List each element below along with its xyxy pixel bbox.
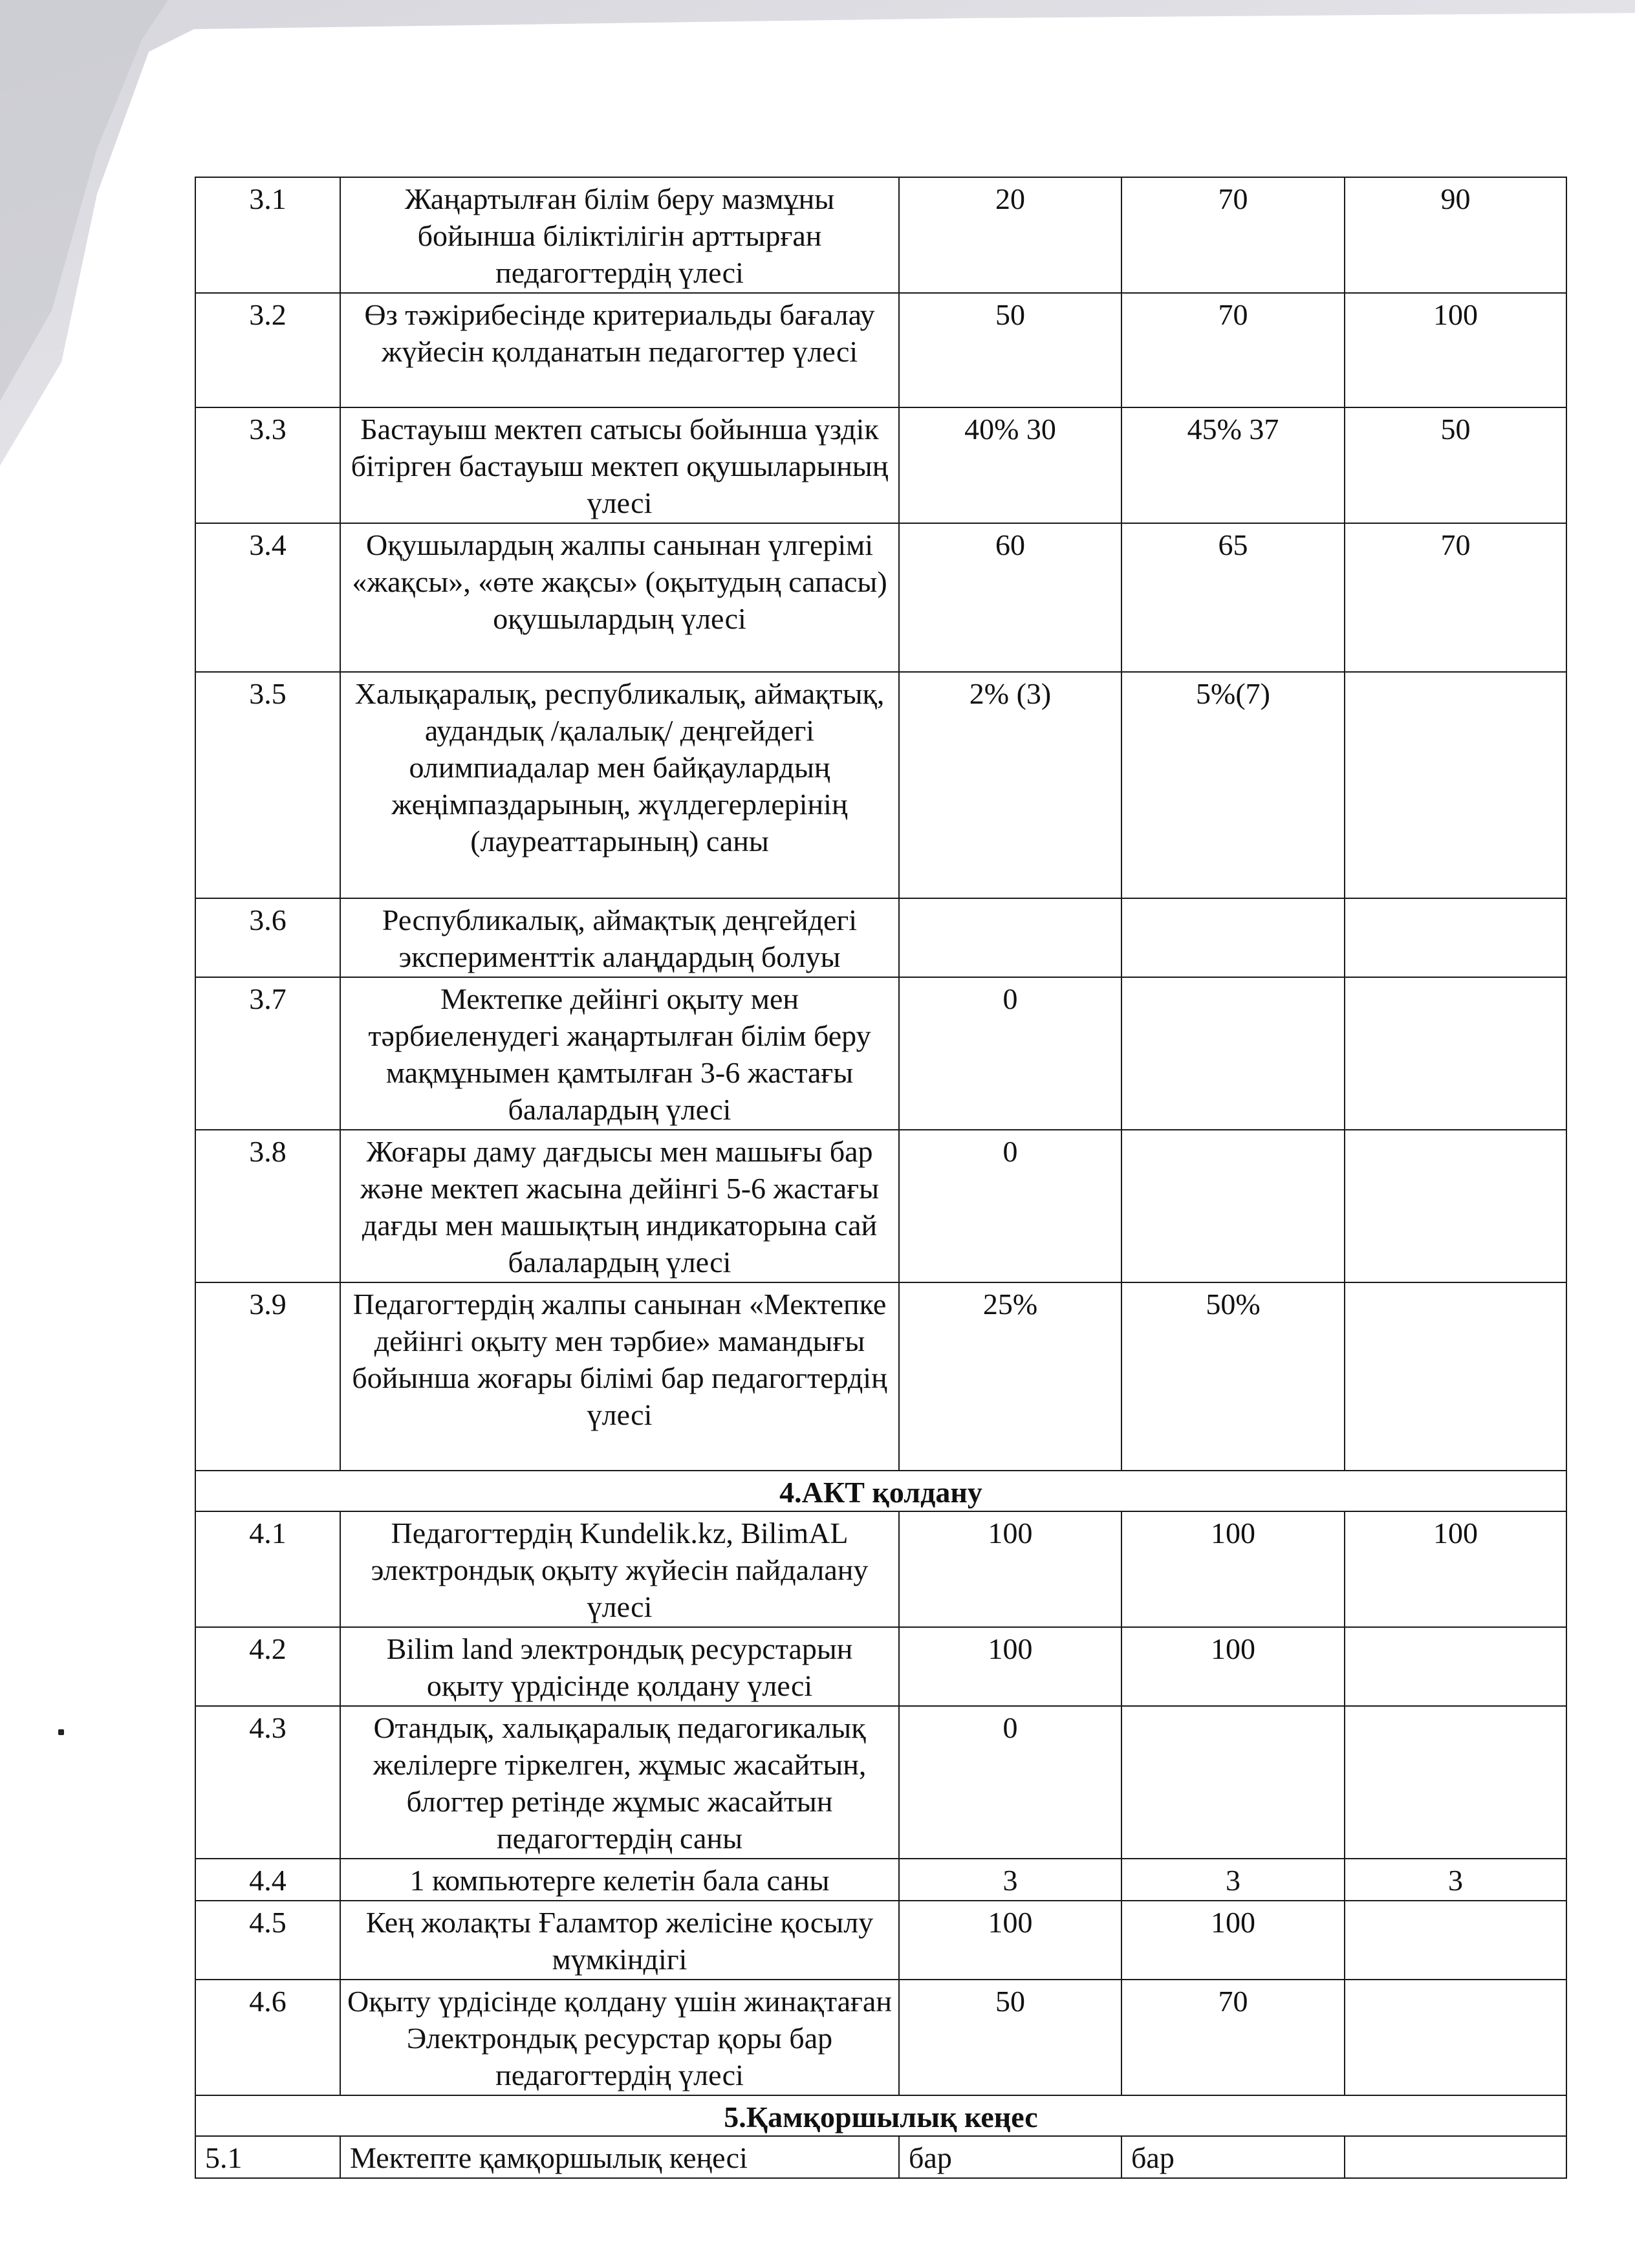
indicator-cell: Кең жолақты Ғаламтор желісіне қосылу мүмкіндігі <box>340 1901 899 1980</box>
indicator-cell: Жаңартылған білім беру мазмұны бойынша біліктілігін арттырған педагогтердің үлесі <box>340 177 899 293</box>
indicator-cell: Отандық, халықаралық педагогикалық желілерге тіркелген, жұмыс жасайтын, блогтер ретінде жұмыс жасайтын педагогтердің саны <box>340 1706 899 1859</box>
value-cell-3: 100 <box>1345 1511 1566 1627</box>
indicator-cell: Оқыту үрдісінде қолдану үшін жинақтаған Электрондық ресурстар қоры бар педагогтердің үлесі <box>340 1980 899 2095</box>
indicator-cell: Бастауыш мектеп сатысы бойынша үздік бітірген бастауыш мектеп оқушыларының үлесі <box>340 407 899 523</box>
value-cell-3: 70 <box>1345 523 1566 672</box>
value-cell-3 <box>1345 1980 1566 2095</box>
indicator-cell: Халықаралық, республикалық, аймақтық, аудандық /қалалық/ деңгейдегі олимпиадалар мен байқаулардың жеңімпаздарының, жүлдегерлерінің (лауреаттарының) саны <box>340 672 899 898</box>
value-cell-1: 0 <box>899 1130 1121 1282</box>
value-cell-1: 3 <box>899 1859 1121 1901</box>
value-cell-3 <box>1345 672 1566 898</box>
value-cell-3 <box>1345 977 1566 1130</box>
value-cell-2: 65 <box>1121 523 1345 672</box>
value-cell-1: 100 <box>899 1511 1121 1627</box>
indicator-cell: Педагогтердің Kundelik.kz, BilimAL электрондық оқыту жүйесін пайдалану үлесі <box>340 1511 899 1627</box>
value-cell-1: 2% (3) <box>899 672 1121 898</box>
value-cell-2: 70 <box>1121 293 1345 407</box>
row-number-cell: 3.5 <box>195 672 340 898</box>
value-cell-2: 100 <box>1121 1627 1345 1706</box>
row-number-cell: 3.2 <box>195 293 340 407</box>
row-number-cell: 3.7 <box>195 977 340 1130</box>
table-row <box>195 977 1566 1130</box>
row-number-cell: 3.1 <box>195 177 340 293</box>
value-cell-2: 50% <box>1121 1282 1345 1471</box>
value-cell-2: 70 <box>1121 177 1345 293</box>
value-cell-1: 100 <box>899 1901 1121 1980</box>
scan-speck <box>58 1729 64 1735</box>
value-cell-2: 45% 37 <box>1121 407 1345 523</box>
value-cell-1: 20 <box>899 177 1121 293</box>
row-number-cell: 3.6 <box>195 898 340 977</box>
indicator-cell: Жоғары даму дағдысы мен машығы бар және мектеп жасына дейінгі 5-6 жастағы дағды мен машықтың индикаторына сай балалардың үлесі <box>340 1130 899 1282</box>
value-cell-2 <box>1121 1706 1345 1859</box>
value-cell-1 <box>899 898 1121 977</box>
row-number-cell: 4.2 <box>195 1627 340 1706</box>
value-cell-1: 100 <box>899 1627 1121 1706</box>
value-cell-3: 90 <box>1345 177 1566 293</box>
value-cell-3 <box>1345 1130 1566 1282</box>
value-cell-2: бар <box>1121 2136 1345 2178</box>
value-cell-3: 100 <box>1345 293 1566 407</box>
indicator-cell: Өз тәжірибесінде критериальды бағалау жүйесін қолданатын педагогтер үлесі <box>340 293 899 407</box>
row-number-cell: 3.3 <box>195 407 340 523</box>
table-row <box>195 1511 1566 1627</box>
value-cell-2: 3 <box>1121 1859 1345 1901</box>
value-cell-1: 25% <box>899 1282 1121 1471</box>
indicator-cell: Bilim land электрондық ресурстарын оқыту үрдісінде қолдану үлесі <box>340 1627 899 1706</box>
indicator-cell: Мектепте қамқоршылық кеңесі <box>340 2136 899 2178</box>
value-cell-2 <box>1121 898 1345 977</box>
value-cell-2: 100 <box>1121 1511 1345 1627</box>
table-row <box>195 2136 1566 2178</box>
row-number-cell: 4.6 <box>195 1980 340 2095</box>
table-row <box>195 293 1566 407</box>
value-cell-1: 40% 30 <box>899 407 1121 523</box>
value-cell-3 <box>1345 1627 1566 1706</box>
indicator-cell: Мектепке дейінгі оқыту мен тәрбиеленудегі жаңартылған білім беру мақмұнымен қамтылған 3-6 жастағы балалардың үлесі <box>340 977 899 1130</box>
value-cell-1: 60 <box>899 523 1121 672</box>
row-number-cell: 4.1 <box>195 1511 340 1627</box>
value-cell-3: 3 <box>1345 1859 1566 1901</box>
value-cell-1: 50 <box>899 1980 1121 2095</box>
table-row <box>195 1980 1566 2095</box>
indicator-cell: Оқушылардың жалпы санынан үлгерімі «жақсы», «өте жақсы» (оқытудың сапасы) оқушылардың үлесі <box>340 523 899 672</box>
value-cell-3 <box>1345 1706 1566 1859</box>
value-cell-3 <box>1345 1282 1566 1471</box>
value-cell-2: 5%(7) <box>1121 672 1345 898</box>
table-row <box>195 407 1566 523</box>
value-cell-2: 70 <box>1121 1980 1345 2095</box>
value-cell-1: 0 <box>899 1706 1121 1859</box>
table-row <box>195 898 1566 977</box>
section-title: 5.Қамқоршылық кеңес <box>195 2095 1566 2136</box>
row-number-cell: 5.1 <box>195 2136 340 2178</box>
indicator-cell: 1 компьютерге келетін бала саны <box>340 1859 899 1901</box>
table-row <box>195 177 1566 293</box>
section-row <box>195 1471 1566 1511</box>
table-row <box>195 1130 1566 1282</box>
table-row <box>195 1901 1566 1980</box>
row-number-cell: 4.5 <box>195 1901 340 1980</box>
row-number-cell: 3.8 <box>195 1130 340 1282</box>
value-cell-2: 100 <box>1121 1901 1345 1980</box>
value-cell-3 <box>1345 898 1566 977</box>
indicators-table <box>195 177 1567 2179</box>
table-row <box>195 672 1566 898</box>
value-cell-1: 0 <box>899 977 1121 1130</box>
table-row <box>195 1627 1566 1706</box>
row-number-cell: 4.3 <box>195 1706 340 1859</box>
value-cell-3 <box>1345 1901 1566 1980</box>
indicator-cell: Педагогтердің жалпы санынан «Мектепке дейінгі оқыту мен тәрбие» мамандығы бойынша жоғары білімі бар педагогтердің үлесі <box>340 1282 899 1471</box>
value-cell-2 <box>1121 977 1345 1130</box>
value-cell-3 <box>1345 2136 1566 2178</box>
section-row <box>195 2095 1566 2136</box>
section-title: 4.АКТ қолдану <box>195 1471 1566 1511</box>
value-cell-1: 50 <box>899 293 1121 407</box>
row-number-cell: 3.4 <box>195 523 340 672</box>
table-row <box>195 523 1566 672</box>
value-cell-1: бар <box>899 2136 1121 2178</box>
table-row <box>195 1859 1566 1901</box>
indicator-cell: Республикалық, аймақтық деңгейдегі эксперименттік алаңдардың болуы <box>340 898 899 977</box>
value-cell-2 <box>1121 1130 1345 1282</box>
value-cell-3: 50 <box>1345 407 1566 523</box>
table-row <box>195 1282 1566 1471</box>
row-number-cell: 4.4 <box>195 1859 340 1901</box>
row-number-cell: 3.9 <box>195 1282 340 1471</box>
table-row <box>195 1706 1566 1859</box>
